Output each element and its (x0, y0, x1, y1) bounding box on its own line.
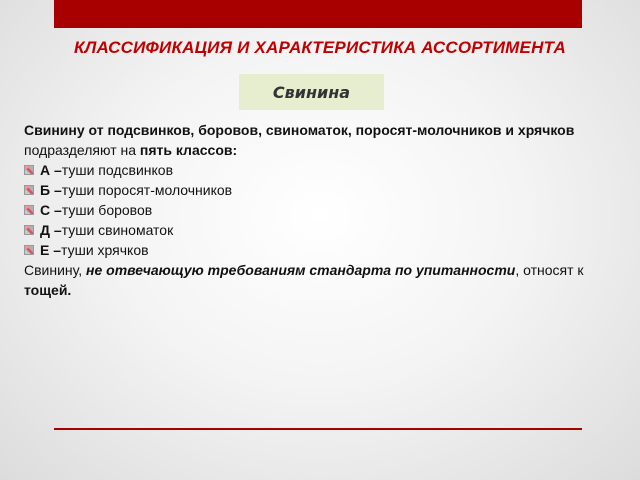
intro-paragraph (24, 120, 604, 160)
class-desc: туши поросят-молочников (61, 182, 233, 198)
footer-part1: Свинину, (24, 262, 87, 278)
bullet-icon (24, 165, 34, 175)
footer-bold-end: тощей. (24, 282, 72, 298)
slide-title: КЛАССИФИКАЦИЯ И ХАРАКТЕРИСТИКА АССОРТИМЕНТА (74, 38, 566, 57)
content-body (24, 120, 604, 300)
class-desc: туши боровов (61, 202, 153, 218)
bullet-icon (24, 205, 34, 215)
intro-bold-end: пять классов: (139, 142, 238, 158)
list-item (24, 220, 604, 240)
intro-bold: Свинину от подсвинков, боровов, свиноматок, поросят-молочников и хрячков (24, 122, 575, 138)
footer-part2: , относят к (515, 262, 584, 278)
intro-plain: подразделяют на (24, 142, 140, 158)
subtitle-box (239, 74, 384, 110)
class-desc: туши хрячков (61, 242, 149, 258)
list-item (24, 200, 604, 220)
bullet-icon (24, 245, 34, 255)
class-letter: С – (40, 202, 62, 218)
class-letter: Б – (40, 182, 62, 198)
list-item (24, 240, 604, 260)
footer-emphasis: не отвечающую требованиям стандарта по упитанности (86, 262, 516, 278)
list-item (24, 180, 604, 200)
subtitle-text: Свинина (272, 82, 351, 102)
class-letter: Д – (40, 222, 62, 238)
bottom-decor-line (54, 428, 582, 430)
list-item (24, 160, 604, 180)
class-letter: Е – (40, 242, 62, 258)
class-list (24, 160, 604, 260)
bullet-icon (24, 185, 34, 195)
class-letter: А – (40, 162, 62, 178)
class-desc: туши подсвинков (61, 162, 174, 178)
footer-paragraph (24, 260, 604, 300)
class-desc: туши свиноматок (61, 222, 174, 238)
top-decor-bar (54, 0, 582, 28)
bullet-icon (24, 225, 34, 235)
